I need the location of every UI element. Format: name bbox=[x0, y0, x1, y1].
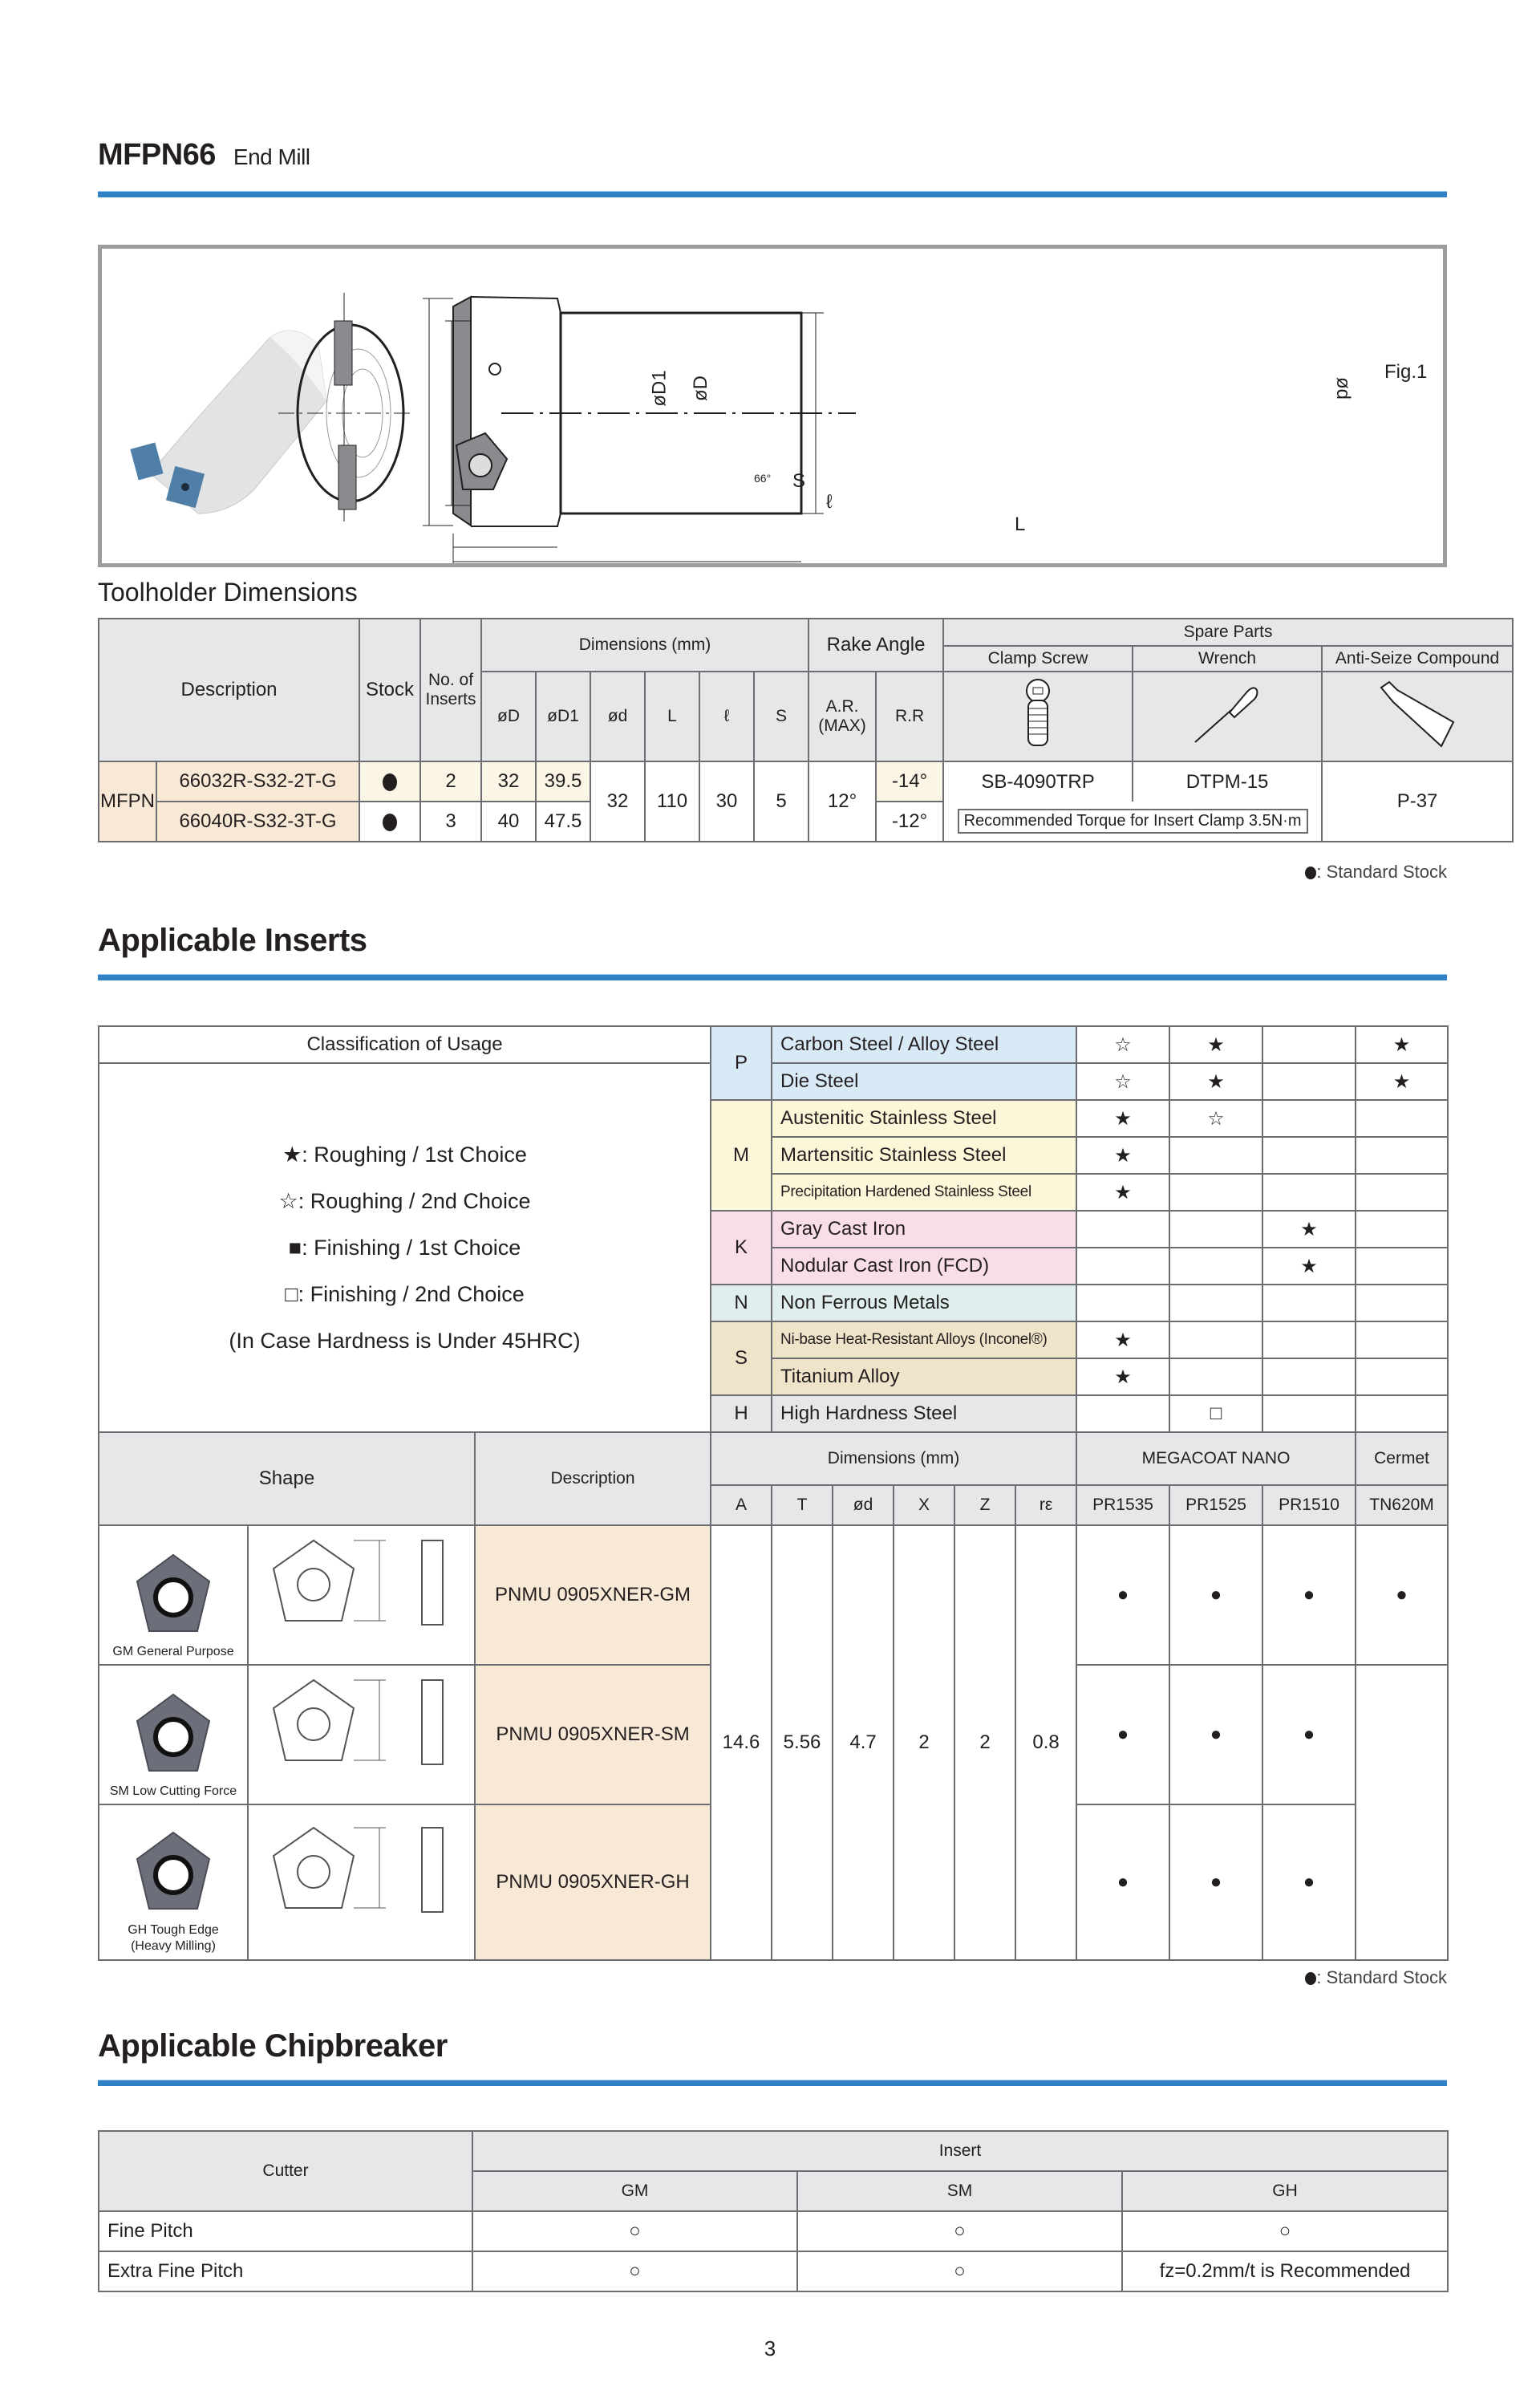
rr-cell: -12° bbox=[876, 802, 943, 842]
insert-description: PNMU 0905XNER-GM bbox=[475, 1525, 711, 1665]
tube-icon bbox=[1373, 678, 1461, 750]
mark-cell: ★ bbox=[1262, 1211, 1356, 1248]
mark-cell bbox=[1356, 1358, 1448, 1395]
dim-label-L: L bbox=[1015, 513, 1026, 535]
wrench-icon bbox=[1191, 682, 1263, 746]
mark-cell: ★ bbox=[1356, 1063, 1448, 1100]
mark-cell: ☆ bbox=[1169, 1100, 1262, 1137]
compat-cell: ○ bbox=[797, 2251, 1122, 2291]
mark-cell bbox=[1356, 1285, 1448, 1321]
mark-cell bbox=[1262, 1395, 1356, 1432]
dim-D1-cell: 47.5 bbox=[536, 802, 590, 842]
material-name: Gray Cast Iron bbox=[772, 1211, 1076, 1248]
dim-label-D1: øD1 bbox=[648, 370, 671, 407]
anti-seize-image bbox=[1322, 672, 1513, 761]
header-insert: Insert bbox=[472, 2131, 1448, 2171]
stock-legend: : Standard Stock bbox=[1203, 862, 1447, 883]
mark-cell: ★ bbox=[1169, 1063, 1262, 1100]
header-dimensions: Dimensions (mm) bbox=[481, 619, 808, 672]
stock-cell: ● bbox=[1262, 1525, 1356, 1665]
header-dim-S: S bbox=[754, 672, 808, 761]
header-dim-Z: Z bbox=[954, 1485, 1015, 1525]
insert-drawing-cell bbox=[248, 1665, 475, 1804]
header-sm: SM bbox=[797, 2171, 1122, 2211]
insert-caption-2: (Heavy Milling) bbox=[131, 1939, 216, 1953]
mark-cell bbox=[1169, 1248, 1262, 1285]
mark-cell bbox=[1262, 1063, 1356, 1100]
stock-cell: ● bbox=[1076, 1665, 1169, 1804]
mark-cell: □ bbox=[1169, 1395, 1262, 1432]
dim-D-cell: 32 bbox=[481, 761, 536, 802]
header-divider bbox=[98, 191, 1447, 197]
stock-cell: ● bbox=[1169, 1665, 1262, 1804]
dim-label-l: ℓ bbox=[826, 491, 833, 513]
material-name: Ni-base Heat-Resistant Alloys (Inconel®) bbox=[772, 1321, 1076, 1358]
dim-A-cell: 14.6 bbox=[711, 1525, 772, 1960]
header-anti-seize: Anti-Seize Compound bbox=[1322, 646, 1513, 672]
legend-item: ★: Roughing / 1st Choice bbox=[282, 1143, 527, 1167]
material-name: Non Ferrous Metals bbox=[772, 1285, 1076, 1321]
chipbreaker-divider bbox=[98, 2080, 1447, 2086]
insert-caption: GM General Purpose bbox=[112, 1645, 234, 1658]
mark-cell: ★ bbox=[1076, 1137, 1169, 1174]
screw-icon bbox=[1022, 678, 1054, 750]
mark-cell: ★ bbox=[1356, 1026, 1448, 1063]
mark-cell bbox=[1262, 1100, 1356, 1137]
code-cell: 66032R-S32-2T-G bbox=[156, 761, 359, 802]
dim-re-cell: 0.8 bbox=[1015, 1525, 1076, 1960]
header-cutter: Cutter bbox=[99, 2131, 472, 2211]
end-mill-drawing-icon bbox=[102, 249, 1443, 563]
mark-cell: ★ bbox=[1076, 1358, 1169, 1395]
insert-caption: SM Low Cutting Force bbox=[109, 1784, 237, 1798]
insert-drawing-icon bbox=[265, 1532, 458, 1653]
mark-cell bbox=[1262, 1026, 1356, 1063]
mark-cell: ★ bbox=[1076, 1174, 1169, 1211]
dim-label-D: øD bbox=[690, 375, 711, 401]
insert-description: PNMU 0905XNER-SM bbox=[475, 1665, 711, 1804]
mark-cell bbox=[1356, 1395, 1448, 1432]
group-K: K bbox=[711, 1211, 772, 1285]
inserts-divider bbox=[98, 974, 1447, 980]
header-description: Description bbox=[99, 619, 359, 761]
insert-photo-cell bbox=[99, 1804, 248, 1960]
material-name: Carbon Steel / Alloy Steel bbox=[772, 1026, 1076, 1063]
product-type: End Mill bbox=[233, 144, 310, 169]
wrench-image bbox=[1133, 672, 1322, 761]
mark-cell: ☆ bbox=[1076, 1063, 1169, 1100]
mark-cell: ★ bbox=[1076, 1321, 1169, 1358]
figure-label: Fig.1 bbox=[1384, 361, 1428, 383]
header-gh: GH bbox=[1122, 2171, 1448, 2211]
inserts-cell: 2 bbox=[420, 761, 481, 802]
standard-stock-dot-icon bbox=[1305, 1972, 1316, 1985]
stock-cell: ● bbox=[1356, 1525, 1448, 1665]
legend-item: ■: Finishing / 1st Choice bbox=[288, 1236, 521, 1260]
material-name: Precipitation Hardened Stainless Steel bbox=[772, 1174, 1076, 1211]
cutter-name: Extra Fine Pitch bbox=[99, 2251, 472, 2291]
header-dim-D: øD bbox=[481, 672, 536, 761]
mark-cell bbox=[1356, 1137, 1448, 1174]
classification-header: Classification of Usage bbox=[99, 1026, 711, 1063]
torque-note-cell bbox=[943, 802, 1322, 842]
code-cell: 66040R-S32-3T-G bbox=[156, 802, 359, 842]
legend-note: (In Case Hardness is Under 45HRC) bbox=[229, 1329, 581, 1353]
chipbreaker-table bbox=[98, 2130, 1449, 2292]
compat-cell: ○ bbox=[1122, 2211, 1448, 2251]
rr-cell: -14° bbox=[876, 761, 943, 802]
end-view-icon bbox=[278, 293, 415, 522]
header-spare-parts: Spare Parts bbox=[943, 619, 1513, 646]
mark-cell bbox=[1169, 1285, 1262, 1321]
stock-cell: ● bbox=[1169, 1804, 1262, 1960]
stock-cell: ● bbox=[1169, 1525, 1262, 1665]
stock-cell bbox=[1356, 1665, 1448, 1960]
group-N: N bbox=[711, 1285, 772, 1321]
stock-cell: ● bbox=[1076, 1804, 1169, 1960]
insert-drawing-cell bbox=[248, 1525, 475, 1665]
mark-cell bbox=[1076, 1285, 1169, 1321]
cutter-name: Fine Pitch bbox=[99, 2211, 472, 2251]
page-title bbox=[98, 138, 310, 173]
mark-cell bbox=[1169, 1211, 1262, 1248]
material-name: Titanium Alloy bbox=[772, 1358, 1076, 1395]
product-code: MFPN66 bbox=[98, 138, 216, 172]
header-dim-L: L bbox=[645, 672, 699, 761]
compat-cell: ○ bbox=[472, 2251, 797, 2291]
insert-drawing-icon bbox=[265, 1672, 458, 1792]
header-grade: PR1510 bbox=[1262, 1485, 1356, 1525]
stock-cell bbox=[359, 761, 420, 802]
clamp-screw-image bbox=[943, 672, 1133, 761]
group-S: S bbox=[711, 1321, 772, 1395]
compat-cell: ○ bbox=[472, 2211, 797, 2251]
header-shape: Shape bbox=[99, 1432, 475, 1525]
inserts-table bbox=[98, 1025, 1449, 1961]
mark-cell bbox=[1169, 1137, 1262, 1174]
header-dim-d: ød bbox=[833, 1485, 894, 1525]
stock-cell: ● bbox=[1262, 1804, 1356, 1960]
material-name: Nodular Cast Iron (FCD) bbox=[772, 1248, 1076, 1285]
dim-l-cell: 30 bbox=[699, 761, 754, 842]
header-rr: R.R bbox=[876, 672, 943, 761]
group-M: M bbox=[711, 1100, 772, 1211]
mark-cell: ★ bbox=[1076, 1100, 1169, 1137]
dim-X-cell: 2 bbox=[894, 1525, 954, 1960]
header-megacoat: MEGACOAT NANO bbox=[1076, 1432, 1356, 1485]
usage-legend bbox=[99, 1063, 711, 1432]
toolholder-table bbox=[98, 618, 1514, 842]
header-description: Description bbox=[475, 1432, 711, 1525]
mark-cell: ★ bbox=[1262, 1248, 1356, 1285]
mark-cell bbox=[1076, 1248, 1169, 1285]
standard-stock-dot-icon bbox=[1305, 867, 1316, 879]
material-name: Martensitic Stainless Steel bbox=[772, 1137, 1076, 1174]
header-dim-X: X bbox=[894, 1485, 954, 1525]
toolholder-section-title: Toolholder Dimensions bbox=[98, 578, 358, 607]
header-cermet: Cermet bbox=[1356, 1432, 1448, 1485]
tool-figure bbox=[98, 245, 1447, 567]
legend-item: □: Finishing / 2nd Choice bbox=[285, 1282, 525, 1306]
clamp-screw-cell: SB-4090TRP bbox=[943, 761, 1133, 802]
stock-legend: : Standard Stock bbox=[1203, 1967, 1447, 1988]
compat-cell: fz=0.2mm/t is Recommended bbox=[1122, 2251, 1448, 2291]
header-rake-angle: Rake Angle bbox=[808, 619, 943, 672]
header-stock: Stock bbox=[359, 619, 420, 761]
header-wrench: Wrench bbox=[1133, 646, 1322, 672]
header-dim-D1: øD1 bbox=[536, 672, 590, 761]
side-view-icon bbox=[423, 297, 856, 563]
dim-D-cell: 40 bbox=[481, 802, 536, 842]
mark-cell bbox=[1356, 1211, 1448, 1248]
ar-cell: 12° bbox=[808, 761, 876, 842]
header-dim-d: ød bbox=[590, 672, 645, 761]
header-grade: PR1535 bbox=[1076, 1485, 1169, 1525]
legend-item: ☆: Roughing / 2nd Choice bbox=[278, 1189, 531, 1213]
insert-caption: GH Tough Edge bbox=[128, 1923, 219, 1937]
mark-cell: ★ bbox=[1169, 1026, 1262, 1063]
torque-note: Recommended Torque for Insert Clamp 3.5N·m bbox=[958, 809, 1308, 834]
anti-seize-cell: P-37 bbox=[1322, 761, 1513, 842]
dim-S-cell: 5 bbox=[754, 761, 808, 842]
header-dim-T: T bbox=[772, 1485, 833, 1525]
mark-cell bbox=[1356, 1100, 1448, 1137]
dim-L-cell: 110 bbox=[645, 761, 699, 842]
compat-cell: ○ bbox=[797, 2211, 1122, 2251]
mark-cell bbox=[1076, 1211, 1169, 1248]
header-dimensions: Dimensions (mm) bbox=[711, 1432, 1076, 1485]
insert-photo-cell bbox=[99, 1665, 248, 1804]
series-cell: MFPN bbox=[99, 761, 156, 842]
header-ar: A.R. (MAX) bbox=[808, 672, 876, 761]
group-H: H bbox=[711, 1395, 772, 1432]
standard-stock-dot-icon bbox=[383, 814, 397, 831]
wrench-cell: DTPM-15 bbox=[1133, 761, 1322, 802]
mark-cell bbox=[1356, 1248, 1448, 1285]
material-name: Austenitic Stainless Steel bbox=[772, 1100, 1076, 1137]
mark-cell bbox=[1262, 1358, 1356, 1395]
dim-Z-cell: 2 bbox=[954, 1525, 1015, 1960]
page-number: 3 bbox=[764, 2336, 776, 2360]
mark-cell bbox=[1356, 1174, 1448, 1211]
mark-cell bbox=[1169, 1321, 1262, 1358]
mark-cell bbox=[1169, 1174, 1262, 1211]
material-name: Die Steel bbox=[772, 1063, 1076, 1100]
header-gm: GM bbox=[472, 2171, 797, 2211]
group-P: P bbox=[711, 1026, 772, 1100]
mark-cell bbox=[1262, 1285, 1356, 1321]
header-dim-re: rε bbox=[1015, 1485, 1076, 1525]
standard-stock-dot-icon bbox=[383, 773, 397, 791]
chipbreaker-section-title: Applicable Chipbreaker bbox=[98, 2028, 448, 2064]
inserts-cell: 3 bbox=[420, 802, 481, 842]
header-dim-l: ℓ bbox=[699, 672, 754, 761]
mark-cell bbox=[1262, 1321, 1356, 1358]
mark-cell bbox=[1076, 1395, 1169, 1432]
stock-cell: ● bbox=[1076, 1525, 1169, 1665]
header-grade: TN620M bbox=[1356, 1485, 1448, 1525]
dim-label-d: ød bbox=[1332, 376, 1355, 400]
header-clamp-screw: Clamp Screw bbox=[943, 646, 1133, 672]
insert-description: PNMU 0905XNER-GH bbox=[475, 1804, 711, 1960]
dim-D1-cell: 39.5 bbox=[536, 761, 590, 802]
dim-d-cell: 4.7 bbox=[833, 1525, 894, 1960]
mark-cell bbox=[1262, 1137, 1356, 1174]
dim-d-cell: 32 bbox=[590, 761, 645, 842]
header-grade: PR1525 bbox=[1169, 1485, 1262, 1525]
dim-label-angle: 66° bbox=[754, 472, 772, 485]
insert-sm-icon bbox=[133, 1691, 213, 1779]
stock-cell bbox=[359, 802, 420, 842]
mark-cell bbox=[1262, 1174, 1356, 1211]
mark-cell: ☆ bbox=[1076, 1026, 1169, 1063]
stock-cell: ● bbox=[1262, 1665, 1356, 1804]
dim-T-cell: 5.56 bbox=[772, 1525, 833, 1960]
insert-drawing-cell bbox=[248, 1804, 475, 1960]
insert-gm-icon bbox=[133, 1551, 213, 1639]
mark-cell bbox=[1169, 1358, 1262, 1395]
mark-cell bbox=[1356, 1321, 1448, 1358]
header-dim-A: A bbox=[711, 1485, 772, 1525]
inserts-section-title: Applicable Inserts bbox=[98, 923, 367, 958]
insert-drawing-icon bbox=[265, 1820, 458, 1940]
insert-gh-icon bbox=[133, 1829, 213, 1917]
material-name: High Hardness Steel bbox=[772, 1395, 1076, 1432]
dim-label-S: S bbox=[792, 470, 806, 492]
header-no-of-inserts: No. of Inserts bbox=[420, 619, 481, 761]
insert-photo-cell bbox=[99, 1525, 248, 1665]
